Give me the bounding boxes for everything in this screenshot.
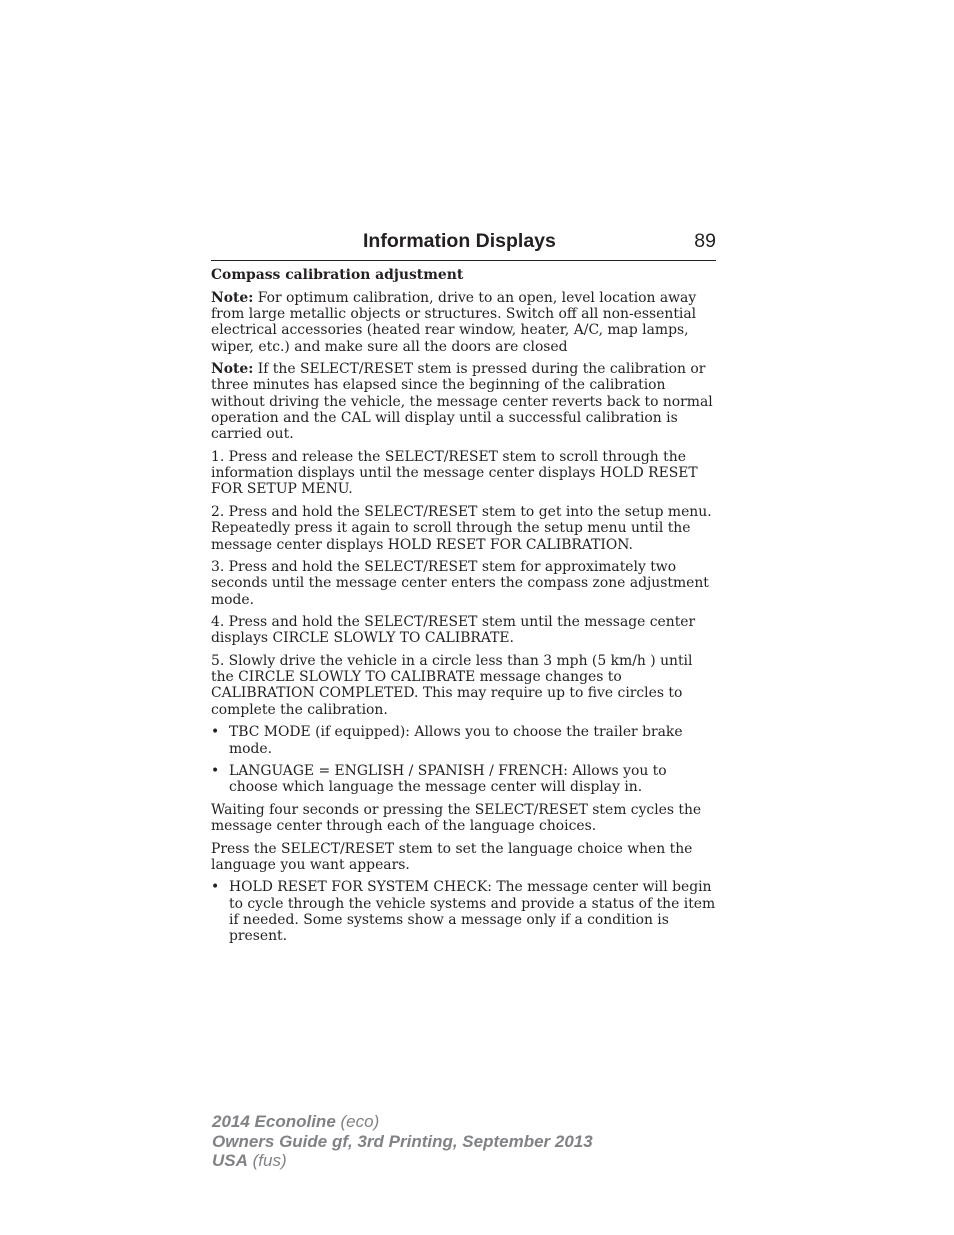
bullet-item bbox=[211, 879, 716, 944]
step-paragraph: 5. Slowly drive the vehicle in a circle less than 3 mph (5 km/h ) until the CIRCLE SLOWLY TO CALIBRATE message changes to CALIBRATION COMPLETED. This may require up to five circles to complete the calibration. bbox=[211, 652, 693, 718]
footer-market: USA bbox=[212, 1151, 248, 1170]
footer-line bbox=[212, 1151, 593, 1171]
footer-printing: Owners Guide gf, 3rd Printing, September 2013 bbox=[212, 1131, 593, 1151]
footer-model: 2014 Econoline bbox=[212, 1112, 336, 1131]
footer-model-code: (eco) bbox=[335, 1112, 380, 1131]
footer-line bbox=[212, 1112, 593, 1132]
note-paragraph bbox=[211, 361, 716, 442]
note-text: For optimum calibration, drive to an open, level location away from large metallic objects or structures. Switch off all non-essential electrical accessories (heated rear window, heater, A/C, map lamps, wiper, etc.) and make sure all the doors are closed bbox=[211, 289, 697, 355]
step-paragraph: 3. Press and hold the SELECT/RESET stem for approximately two seconds until the message center enters the compass zone adjustment mode. bbox=[211, 559, 709, 608]
body-paragraph: Waiting four seconds or pressing the SELECT/RESET stem cycles the message center through each of the language choices. bbox=[211, 801, 702, 835]
page-footer bbox=[212, 1112, 593, 1171]
page-body bbox=[211, 267, 716, 951]
footer-market-code: (fus) bbox=[247, 1151, 287, 1170]
note-text: If the SELECT/RESET stem is pressed during the calibration or three minutes has elapsed since the beginning of the calibration without driving the vehicle, the message center reverts back to normal operation and the CAL will display until a successful calibration is carried out. bbox=[211, 361, 713, 443]
note-label: Note: bbox=[211, 289, 254, 306]
bullet-icon: • bbox=[211, 763, 220, 780]
step-paragraph: 1. Press and release the SELECT/RESET stem to scroll through the information displays until the message center displays HOLD RESET FOR SETUP MENU. bbox=[211, 448, 698, 498]
note-paragraph bbox=[211, 290, 716, 355]
page-number: 89 bbox=[694, 230, 716, 252]
bullet-text: HOLD RESET FOR SYSTEM CHECK: The message center will begin to cycle through the vehicle systems and provide a status of the item if needed. Some systems show a message only if a condition is present. bbox=[229, 879, 716, 945]
body-paragraph: Press the SELECT/RESET stem to set the language choice when the language you want appears. bbox=[211, 840, 693, 873]
bullet-icon: • bbox=[211, 879, 220, 896]
note-label: Note: bbox=[211, 361, 254, 378]
bullet-item bbox=[211, 763, 716, 796]
bullet-text: TBC MODE (if equipped): Allows you to choose the trailer brake mode. bbox=[229, 724, 683, 757]
section-title: Information Displays bbox=[363, 230, 556, 252]
bullet-item bbox=[211, 724, 716, 757]
step-paragraph: 2. Press and hold the SELECT/RESET stem to get into the setup menu. Repeatedly press it again to scroll through the setup menu until the message center displays HOLD RESET FOR CALIBRATION. bbox=[211, 503, 712, 553]
bullet-text: LANGUAGE = ENGLISH / SPANISH / FRENCH: Allows you to choose which language the message center will display in. bbox=[229, 763, 667, 796]
page-header bbox=[211, 226, 716, 261]
footer-line bbox=[212, 1132, 593, 1152]
step-paragraph: 4. Press and hold the SELECT/RESET stem until the message center displays CIRCLE SLOWLY TO CALIBRATE. bbox=[211, 614, 696, 647]
section-heading: Compass calibration adjustment bbox=[211, 267, 464, 283]
bullet-icon: • bbox=[211, 724, 220, 741]
